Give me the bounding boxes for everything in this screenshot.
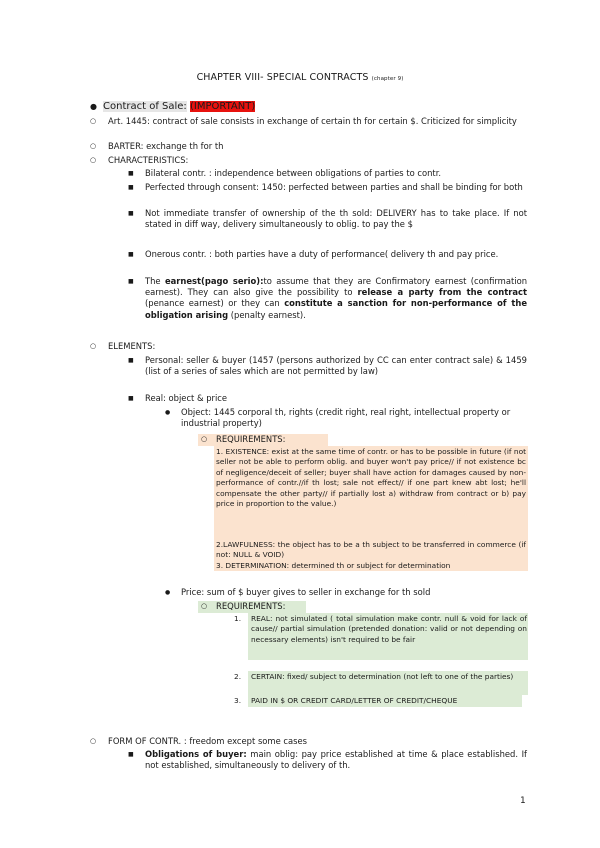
- price-req-paid: PAID IN $ OR CREDIT CARD/LETTER OF CREDIT/CHEQUE: [251, 696, 458, 705]
- contract-of-sale-line: [103, 100, 503, 113]
- element-real: Real: object & price: [145, 393, 228, 403]
- bullet-circle: ○: [201, 602, 208, 610]
- char-perfected: Perfected through consent: 1450: perfected between parties and shall be binding for both: [145, 182, 523, 192]
- bullet-square: ■: [128, 751, 134, 758]
- object-req-determination: 3. DETERMINATION: determined th or subject for determination: [216, 561, 451, 570]
- earnest-bold-1: earnest(pago serio):: [164, 276, 264, 286]
- obligations-label: Obligations of buyer:: [145, 749, 247, 759]
- bullet-circle: ○: [90, 142, 97, 150]
- object-req-heading: REQUIREMENTS:: [216, 434, 286, 444]
- bullet-square: ■: [128, 184, 134, 191]
- page-number: 1: [520, 796, 526, 806]
- price-req-heading: REQUIREMENTS:: [216, 601, 286, 611]
- bullet-square: ■: [128, 395, 134, 402]
- bullet-circle: ○: [90, 737, 97, 745]
- price-req-num: 3.: [234, 696, 242, 705]
- characteristics-heading: CHARACTERISTICS:: [108, 155, 189, 165]
- page-title: [0, 72, 600, 83]
- bullet-dot: ●: [90, 102, 97, 111]
- earnest-text-2: to assume that they are Confirmatory earnest (confirmation earnest). They can also give the possibility to: [145, 276, 527, 298]
- earnest-text-4: (penalty earnest).: [228, 309, 306, 320]
- element-price: Price: sum of $ buyer gives to seller in exchange for th sold: [181, 587, 431, 597]
- price-req-real: REAL: not simulated ( total simulation make contr. null & void for lack of cause// partial simulation (pretended donation: valid or not depending on necessary elements) isn't required to be fair: [251, 614, 527, 644]
- object-req-existence: 1. EXISTENCE: exist at the same time of contr. or has to be possible in future (if not seller not be able to perform oblig. and buyer won't pay price// if not existence bc of negligence/deceit of seller; buyer shall have action for damages caused by non-performance of contr.//if th lost; sale not effect// if one part knew abt lost; he'll compensate the other party// if partially lost a) withdraw from contract or b) pay price in proportion to the value.): [216, 447, 526, 509]
- bullet-square: ■: [128, 170, 134, 177]
- form-of-contract: FORM OF CONTR. : freedom except some cases: [108, 736, 308, 746]
- bullet-dot: ●: [165, 589, 171, 596]
- contract-of-sale-label: Contract of Sale:: [103, 101, 187, 112]
- char-onerous: Onerous contr. : both parties have a duty of performance( delivery th and pay price.: [145, 249, 499, 259]
- price-req-certain: CERTAIN: fixed/ subject to determination (not left to one of the parties): [251, 672, 514, 681]
- bullet-square: ■: [128, 251, 134, 258]
- bullet-square: ■: [128, 278, 134, 285]
- obligations-text: main oblig: pay price established at time & place established. If not established, simultaneously to delivery of th.: [145, 749, 527, 771]
- bullet-circle: ○: [90, 342, 97, 350]
- elements-heading: ELEMENTS:: [108, 341, 156, 351]
- bullet-dot: ●: [165, 409, 171, 416]
- bullet-circle: ○: [90, 117, 97, 125]
- earnest-text-1: The: [145, 276, 165, 286]
- art-1445: Art. 1445: contract of sale consists in exchange of certain th for certain $. Criticized for simplicity: [108, 116, 517, 126]
- char-earnest: [145, 276, 527, 321]
- earnest-bold-3: constitute a sanction for non-performance of the obligation arising: [145, 298, 527, 320]
- object-req-lawfulness: 2.LAWFULNESS: the object has to be a th subject to be transferred in commerce (if not: NULL & VOID): [216, 540, 526, 560]
- element-object: Object: 1445 corporal th, rights (credit right, real right, intellectual property or industrial property): [181, 407, 511, 429]
- bullet-square: ■: [128, 210, 134, 217]
- price-req-num: 2.: [234, 672, 242, 681]
- price-req-num: 1.: [234, 614, 242, 623]
- important-tag: (IMPORTANT): [189, 101, 256, 112]
- element-personal: Personal: seller & buyer (1457 (persons authorized by CC can enter contract sale) & 1459 (list of a series of sales which are not permitted by law): [145, 355, 527, 377]
- obligations-of-buyer: [145, 749, 527, 771]
- barter: BARTER: exchange th for th: [108, 141, 224, 151]
- bullet-circle: ○: [201, 435, 208, 443]
- title-main: CHAPTER VIII- SPECIAL CONTRACTS: [196, 72, 369, 83]
- char-not-immediate: Not immediate transfer of ownership of the th sold: DELIVERY has to take place. If not stated in diff way, delivery simultaneously to oblig. to pay the $: [145, 208, 527, 230]
- bullet-square: ■: [128, 357, 134, 364]
- bullet-circle: ○: [90, 156, 97, 164]
- earnest-bold-2: release a party from the contract: [357, 287, 528, 298]
- char-bilateral: Bilateral contr. : independence between obligations of parties to contr.: [145, 168, 442, 178]
- title-sub: (chapter 9): [371, 76, 404, 82]
- earnest-text-3: (penance earnest) or they can: [145, 298, 285, 309]
